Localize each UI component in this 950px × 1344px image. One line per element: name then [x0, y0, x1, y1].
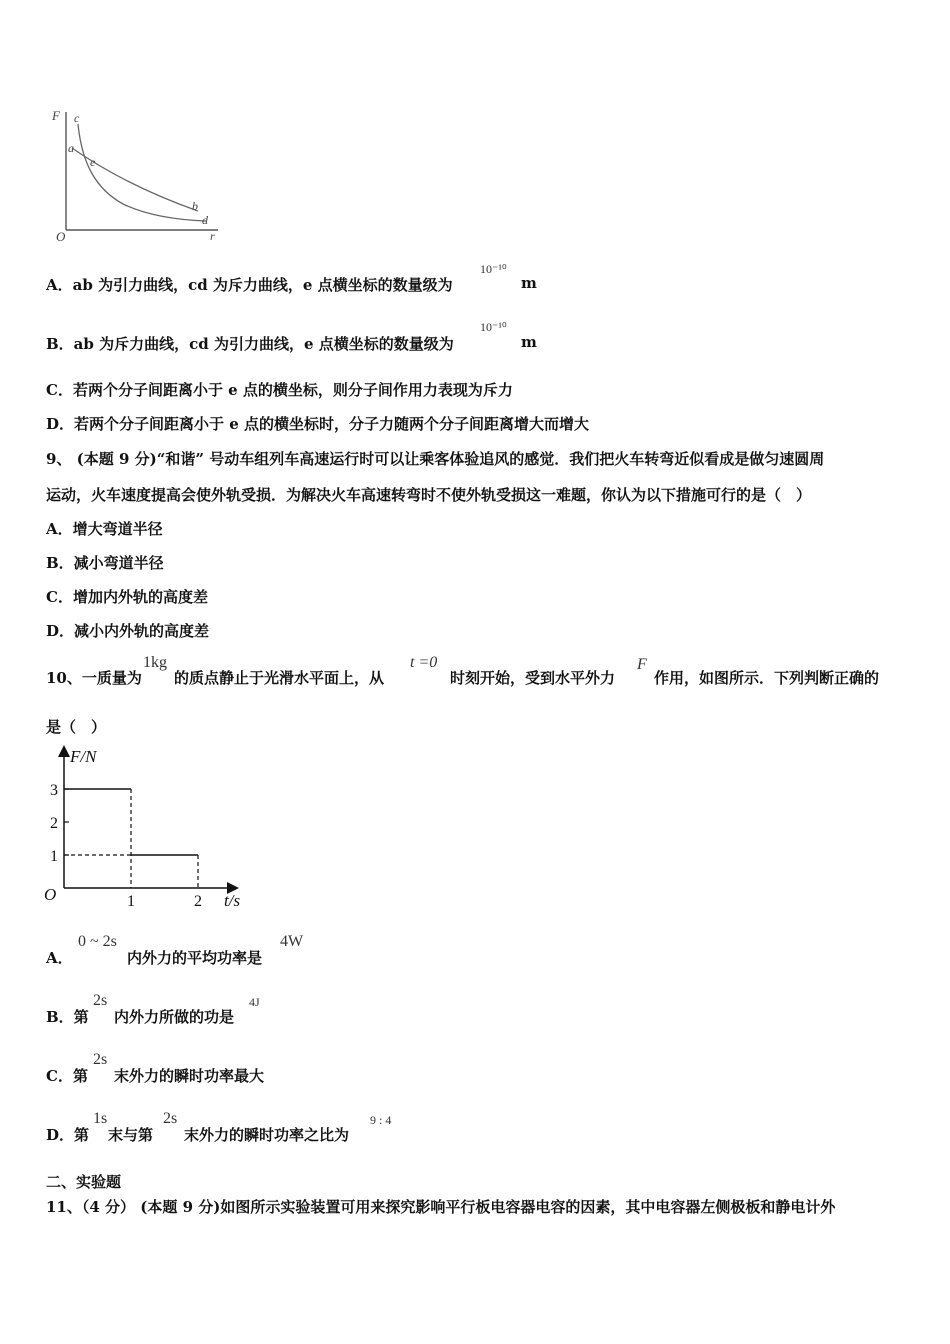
q10-stem-part1: 10、一质量为: [46, 669, 142, 687]
q10-stem-part4: 作用，如图所示．下列判断正确的: [654, 669, 880, 687]
q10-d-time1: 1s: [93, 1110, 108, 1127]
q8-b-text: B．ab 为斥力曲线，cd 为引力曲线，e 点横坐标的数量级为: [46, 335, 454, 353]
q10-option-b-text: 内外力所做的功是: [114, 1008, 235, 1026]
q10-option-c-label: C．第: [46, 1067, 88, 1085]
q11-stem: 11、（4 分） (本题 9 分)如图所示实验装置可用来探究影响平行板电容器电容的因素，其中电容器左侧极板和静电计外: [46, 1198, 836, 1216]
q10-a-power: 4W: [280, 933, 304, 950]
label-c: c: [74, 111, 80, 125]
q10-c-time: 2s: [93, 1051, 108, 1068]
force-time-chart: [40, 740, 260, 915]
q9-option-c: C．增加内外轨的高度差: [46, 588, 208, 606]
q10-t0: t =0: [410, 654, 438, 671]
force-distance-graph: [48, 104, 238, 250]
q9-option-d: D．减小内外轨的高度差: [46, 622, 210, 640]
q8-option-d: D．若两个分子间距离小于 e 点的横坐标时，分子力随两个分子间距离增大而增大: [46, 415, 589, 433]
y-tick-label-3: 3: [50, 782, 58, 799]
label-a: a: [68, 141, 74, 155]
y-tick-label-2: 2: [50, 815, 58, 832]
y-tick-label-1: 1: [50, 848, 58, 865]
graph1-F-label: F: [52, 108, 60, 123]
graph1-origin: O: [56, 229, 66, 244]
q8-a-exponent: 10⁻¹⁰: [480, 262, 507, 276]
q9-option-a: A．增大弯道半径: [46, 520, 163, 538]
x-tick-label-1: 1: [127, 893, 135, 910]
q10-stem-line2: 是（ ）: [46, 718, 107, 736]
q8-a-text: A．ab 为引力曲线，cd 为斥力曲线，e 点横坐标的数量级为: [46, 276, 453, 294]
graph1-r-label: r: [210, 229, 215, 243]
q8-b-unit: m: [521, 333, 537, 351]
chart-origin: O: [44, 885, 57, 904]
q10-option-a-label: A．: [46, 949, 73, 967]
q10-d-ratio: 9 : 4: [370, 1113, 392, 1127]
q10-stem-part2: 的质点静止于光滑水平面上，从: [174, 669, 385, 687]
q8-option-a: [46, 274, 453, 295]
x-tick-label-2: 2: [194, 893, 202, 910]
q10-option-b-label: B．第: [46, 1008, 89, 1026]
q10-b-work: 4J: [249, 995, 260, 1009]
q8-b-exponent: 10⁻¹⁰: [480, 320, 507, 334]
q10-option-d-label: D．第: [46, 1126, 90, 1144]
q8-option-b: [46, 333, 454, 354]
label-d: d: [202, 213, 208, 227]
q10-option-a-text: 内外力的平均功率是: [127, 949, 263, 967]
q10-mass: 1kg: [143, 654, 167, 671]
q8-a-unit: m: [521, 274, 537, 292]
chart-x-label: t/s: [224, 891, 241, 910]
q10-option-d-text1: 末与第: [108, 1126, 154, 1144]
q8-option-c: C．若两个分子间距离小于 e 点的横坐标，则分子间作用力表现为斥力: [46, 381, 513, 399]
q9-stem-line1: 9、 (本题 9 分)“和谐” 号动车组列车高速运行时可以让乘客体验追风的感觉．我们把火车转弯近似看成是做匀速圆周: [46, 450, 825, 468]
section-title-experiment: 二、实验题: [46, 1173, 122, 1191]
q10-stem-part3: 时刻开始，受到水平外力: [450, 669, 616, 687]
q10-F-symbol: F: [637, 656, 647, 673]
q9-stem-line2: 运动，火车速度提高会使外轨受损．为解决火车高速转弯时不使外轨受损这一难题，你认为以下措施可行的是（ ）: [46, 486, 812, 504]
q10-d-time2: 2s: [163, 1110, 178, 1127]
q10-b-time: 2s: [93, 992, 108, 1009]
label-b: b: [192, 199, 198, 213]
q10-option-d-text2: 末外力的瞬时功率之比为: [184, 1126, 350, 1144]
q9-option-b: B．减小弯道半径: [46, 554, 164, 572]
label-e: e: [90, 155, 96, 169]
q10-a-interval: 0 ~ 2s: [78, 933, 117, 950]
q10-option-c-text: 末外力的瞬时功率最大: [114, 1067, 265, 1085]
chart-y-label: F/N: [70, 747, 97, 766]
